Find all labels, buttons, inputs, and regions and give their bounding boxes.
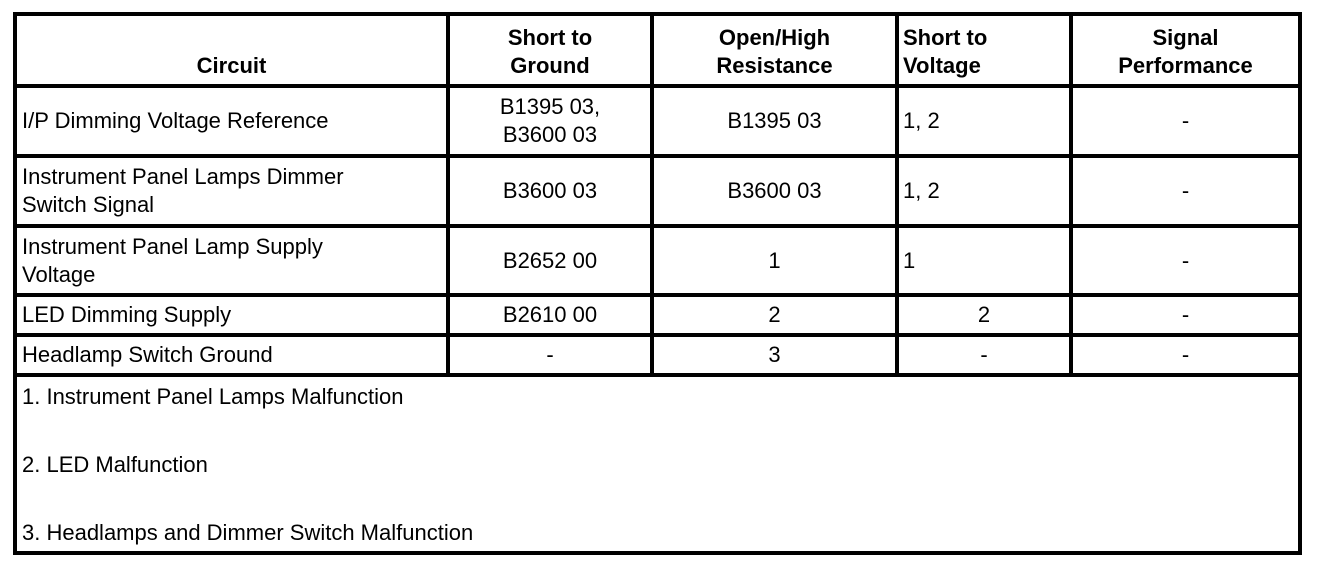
cell-short-to-voltage: - [899,337,1073,373]
cell-signal-performance: - [1181,178,1190,203]
cell-short-to-ground: - [450,337,654,373]
cell-signal-performance: - [1181,247,1190,273]
cell-open-high-resistance: B1395 03 [654,88,899,154]
cell-open-high-resistance: 3 [654,337,899,373]
cell-short-to-voltage: 2 [899,297,1073,333]
cell-short-to-voltage: 1 [899,228,1073,293]
table-row [17,228,1298,297]
header-short-to-voltage: Short to Voltage [899,16,1073,84]
cell-short-to-voltage: 1, 2 [899,158,1073,224]
footnote: 1. Instrument Panel Lamps Malfunction [22,384,404,409]
cell-circuit: Instrument Panel Lamps Dimmer Switch Signal [17,158,450,224]
header-circuit: Circuit [17,16,450,84]
table-row [17,297,1298,337]
cell-short-to-ground: B1395 03, B3600 03 [450,88,654,154]
cell-short-to-voltage: 1, 2 [899,88,1073,154]
footnote: 3. Headlamps and Dimmer Switch Malfunction [22,520,474,545]
cell-open-high-resistance: 1 [654,228,899,293]
table-row [17,158,1298,228]
cell-signal-performance: - [1181,342,1190,367]
table-header-row [17,16,1298,88]
cell-short-to-ground: B2610 00 [450,297,654,333]
diagnostic-table [13,12,1302,555]
header-signal-performance: Signal Performance [1118,25,1253,78]
cell-signal-performance: - [1181,108,1190,133]
cell-circuit: Instrument Panel Lamp Supply Voltage [17,228,450,293]
cell-circuit: I/P Dimming Voltage Reference [17,88,450,154]
cell-signal-performance: - [1181,302,1190,327]
cell-circuit: Headlamp Switch Ground [17,337,450,373]
cell-circuit: LED Dimming Supply [17,297,450,333]
table-row [17,88,1298,158]
cell-short-to-ground: B3600 03 [450,158,654,224]
table-row [17,337,1298,377]
footnote: 2. LED Malfunction [22,452,208,477]
cell-short-to-ground: B2652 00 [450,228,654,293]
cell-open-high-resistance: B3600 03 [654,158,899,224]
header-short-to-ground: Short to Ground [450,16,654,84]
header-open-high-resistance: Open/High Resistance [654,16,899,84]
footnotes [17,377,1298,551]
cell-open-high-resistance: 2 [654,297,899,333]
